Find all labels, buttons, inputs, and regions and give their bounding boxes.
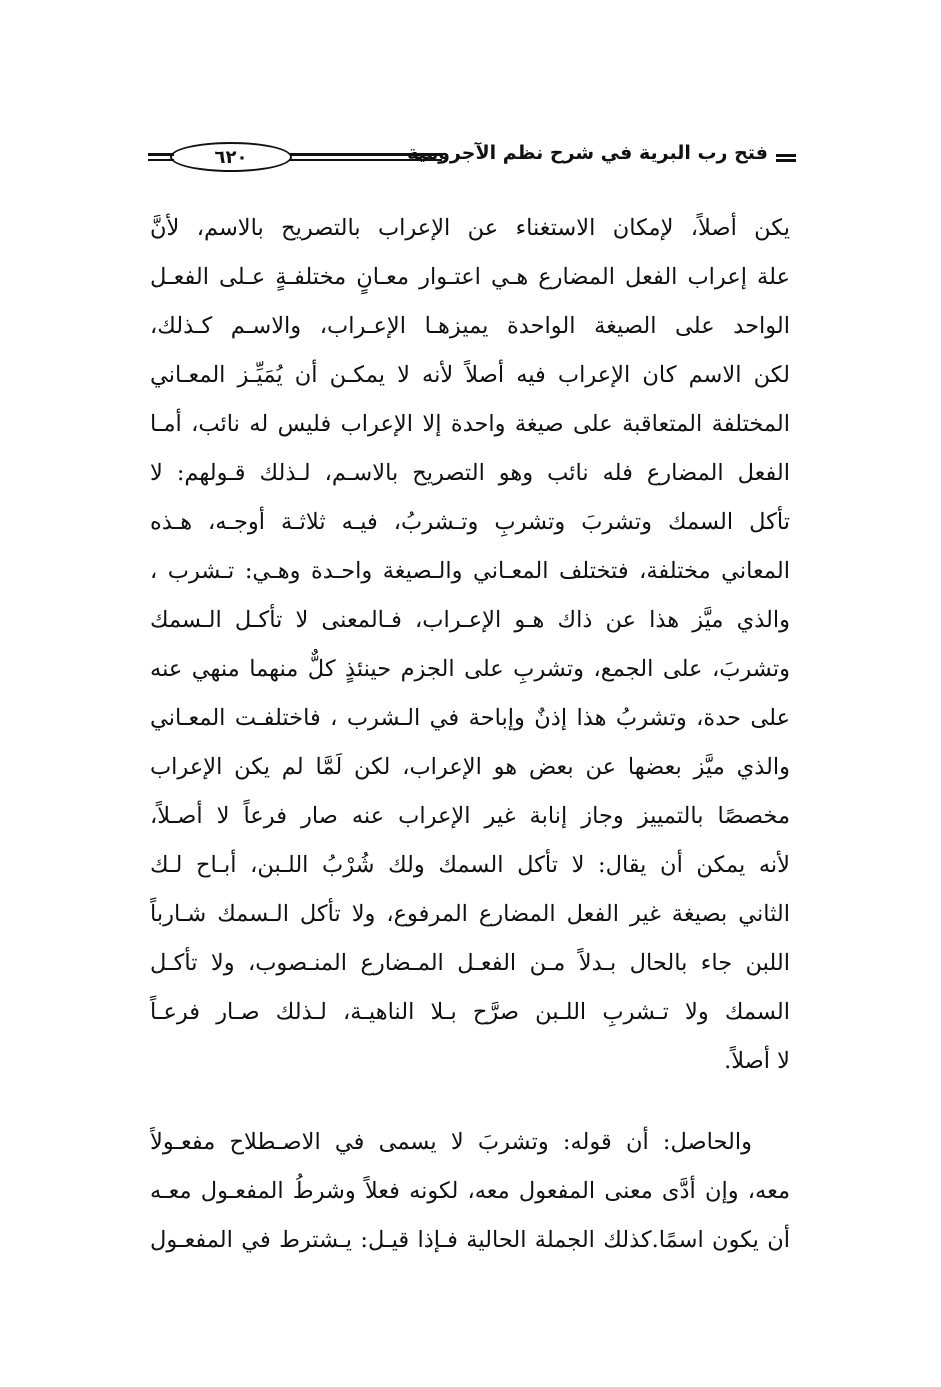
text-line: علة إعراب الفعل المضارع هـي اعتـوار معـانٍ مختلفـةٍ عـلى الفعـل: [150, 264, 790, 290]
page-number-oval: [170, 142, 292, 172]
text-line: الواحد على الصيغة الواحدة يميزهـا الإعـراب، والاسـم كـذلك،: [150, 313, 790, 339]
running-header: [148, 138, 796, 182]
text-line: والذي ميَّز هذا عن ذاك هـو الإعـراب، فـالمعنى لا تأكـل الـسمك: [150, 607, 790, 633]
text-line: والحاصل: أن قوله: وتشربَ لا يسمى في الاصـطلاح مفعـولاً: [150, 1129, 752, 1155]
text-line: السمك ولا تـشربِ اللـبن صرَّح بـلا الناهيـة، لـذلك صـار فرعـاً: [150, 999, 790, 1025]
text-line: يكن أصلاً، لإمكان الاستغناء عن الإعراب بالتصريح بالاسم، لأنَّ: [150, 215, 790, 241]
text-line: المختلفة المتعاقبة على صيغة واحدة إلا الإعراب فليس له نائب، أمـا: [150, 411, 790, 437]
text-line: على حدة، وتشربُ هذا إذنٌ وإباحة في الـشرب ، فاختلفـت المعـاني: [150, 705, 790, 731]
text-line: لا أصلاً.: [724, 1048, 790, 1074]
text-line: والذي ميَّز بعضها عن بعض هو الإعراب، لكن لَمَّا لم يكن الإعراب: [150, 754, 790, 780]
paragraph-1: [150, 204, 790, 1086]
text-line: اللبن جاء بالحال بـدلاً مـن الفعـل المـضارع المنـصوب، ولا تأكـل: [150, 950, 790, 976]
text-line: لكن الاسم كان الإعراب فيه أصلاً لأنه لا يمكـن أن يُمَيِّـز المعـاني: [150, 362, 790, 388]
text-line: وتشربَ، على الجمع، وتشربِ على الجزم حينئذٍ كلٌّ منهما منهي عنه: [150, 656, 790, 682]
book-title: فتح رب البرية في شرح نظم الآجرومية: [407, 142, 768, 164]
text-line: مخصصًا بالتمييز وجاز إنابة غير الإعراب عنه صار فرعاً لا أصـلاً،: [150, 803, 790, 829]
text-line: أن يكون اسمًا.كذلك الجملة الحالية فـإذا قيـل: يـشترط في المفعـول: [150, 1227, 790, 1253]
paragraph-2: [150, 1118, 790, 1265]
text-line: معه، وإن أدَّى معنى المفعول معه، لكونه فعلاً وشرطُ المفعـول معـه: [150, 1178, 790, 1204]
header-marker: [776, 154, 796, 162]
text-line: الفعل المضارع فله نائب وهو التصريح بالاسـم، لـذلك قـولهم: لا: [150, 460, 790, 486]
text-line: الثاني بصيغة غير الفعل المضارع المرفوع، ولا تأكل الـسمك شـارباً: [150, 901, 790, 927]
text-line: تأكل السمك وتشربَ وتشربِ وتـشربُ، فيـه ثلاثـة أوجـه، هـذه: [150, 509, 790, 535]
page-number: ٦٢٠: [214, 146, 248, 168]
text-line: المعاني مختلفة، فتختلف المعـاني والـصيغة واحـدة وهـي: تـشرب ،: [150, 558, 790, 584]
text-line: لأنه يمكن أن يقال: لا تأكل السمك ولك شُرْبُ اللـبن، أبـاح لـك: [150, 852, 790, 878]
